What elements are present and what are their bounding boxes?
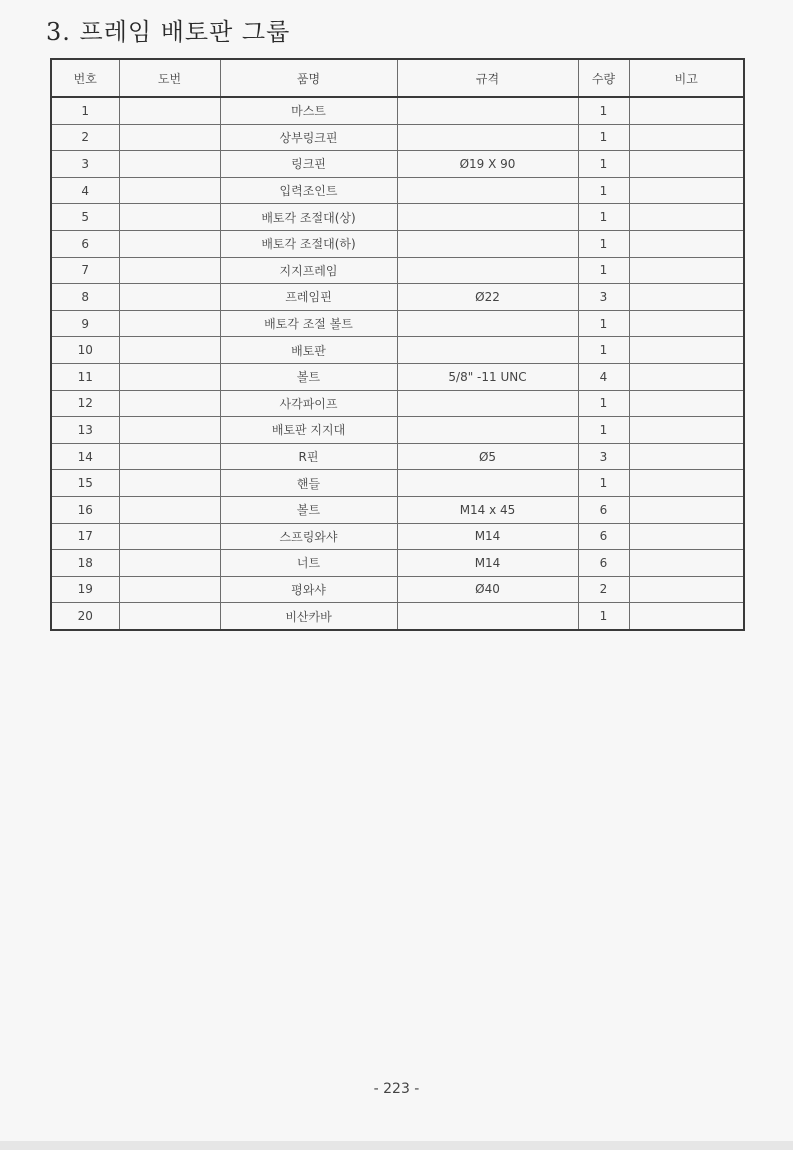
cell-drawing bbox=[119, 417, 220, 444]
cell-name: 핸들 bbox=[220, 470, 397, 497]
page-number: - 223 - bbox=[373, 1081, 420, 1097]
cell-remark bbox=[629, 310, 744, 337]
cell-remark bbox=[629, 417, 744, 444]
cell-drawing bbox=[119, 124, 220, 151]
cell-drawing bbox=[119, 390, 220, 417]
cell-no: 8 bbox=[51, 284, 119, 311]
table-row bbox=[51, 417, 744, 444]
cell-spec bbox=[397, 257, 578, 284]
cell-drawing bbox=[119, 576, 220, 603]
cell-remark bbox=[629, 257, 744, 284]
cell-drawing bbox=[119, 204, 220, 231]
cell-remark bbox=[629, 470, 744, 497]
cell-no: 7 bbox=[51, 257, 119, 284]
table-row bbox=[51, 97, 744, 124]
cell-name: 배토각 조절 볼트 bbox=[220, 310, 397, 337]
cell-qty: 1 bbox=[578, 603, 629, 630]
cell-no: 4 bbox=[51, 177, 119, 204]
cell-no: 3 bbox=[51, 151, 119, 178]
cell-qty: 1 bbox=[578, 177, 629, 204]
cell-remark bbox=[629, 550, 744, 577]
cell-spec: M14 bbox=[397, 523, 578, 550]
cell-no: 14 bbox=[51, 443, 119, 470]
cell-spec: M14 bbox=[397, 550, 578, 577]
cell-drawing bbox=[119, 310, 220, 337]
cell-spec bbox=[397, 230, 578, 257]
cell-remark bbox=[629, 97, 744, 124]
cell-remark bbox=[629, 204, 744, 231]
cell-name: 사각파이프 bbox=[220, 390, 397, 417]
cell-spec: Ø5 bbox=[397, 443, 578, 470]
table-row bbox=[51, 204, 744, 231]
cell-no: 2 bbox=[51, 124, 119, 151]
cell-name: 배토각 조절대(상) bbox=[220, 204, 397, 231]
cell-spec bbox=[397, 310, 578, 337]
cell-qty: 1 bbox=[578, 257, 629, 284]
parts-table bbox=[50, 58, 745, 631]
cell-spec bbox=[397, 337, 578, 364]
cell-spec bbox=[397, 204, 578, 231]
cell-drawing bbox=[119, 470, 220, 497]
table-row bbox=[51, 151, 744, 178]
cell-name: 마스트 bbox=[220, 97, 397, 124]
cell-drawing bbox=[119, 496, 220, 523]
cell-no: 20 bbox=[51, 603, 119, 630]
table-row bbox=[51, 470, 744, 497]
table-row bbox=[51, 550, 744, 577]
page-title: 3. 프레임 배토판 그룹 bbox=[46, 18, 291, 46]
header-no: 번호 bbox=[51, 59, 119, 97]
table-row bbox=[51, 177, 744, 204]
cell-spec: M14 x 45 bbox=[397, 496, 578, 523]
header-name: 품명 bbox=[220, 59, 397, 97]
cell-qty: 2 bbox=[578, 576, 629, 603]
cell-no: 5 bbox=[51, 204, 119, 231]
cell-drawing bbox=[119, 550, 220, 577]
table-row bbox=[51, 496, 744, 523]
cell-qty: 1 bbox=[578, 124, 629, 151]
table-row bbox=[51, 257, 744, 284]
table-header bbox=[51, 59, 744, 97]
cell-no: 18 bbox=[51, 550, 119, 577]
header-spec: 규격 bbox=[397, 59, 578, 97]
cell-qty: 6 bbox=[578, 523, 629, 550]
cell-drawing bbox=[119, 363, 220, 390]
cell-no: 16 bbox=[51, 496, 119, 523]
cell-name: 볼트 bbox=[220, 496, 397, 523]
cell-qty: 1 bbox=[578, 204, 629, 231]
cell-qty: 6 bbox=[578, 550, 629, 577]
cell-name: 너트 bbox=[220, 550, 397, 577]
cell-no: 11 bbox=[51, 363, 119, 390]
cell-spec: Ø19 X 90 bbox=[397, 151, 578, 178]
cell-no: 19 bbox=[51, 576, 119, 603]
cell-drawing bbox=[119, 337, 220, 364]
cell-no: 13 bbox=[51, 417, 119, 444]
cell-drawing bbox=[119, 284, 220, 311]
cell-remark bbox=[629, 443, 744, 470]
cell-remark bbox=[629, 177, 744, 204]
cell-name: R핀 bbox=[220, 443, 397, 470]
cell-qty: 3 bbox=[578, 284, 629, 311]
cell-spec bbox=[397, 470, 578, 497]
table-row bbox=[51, 310, 744, 337]
cell-name: 지지프레임 bbox=[220, 257, 397, 284]
cell-remark bbox=[629, 363, 744, 390]
header-qty: 수량 bbox=[578, 59, 629, 97]
cell-remark bbox=[629, 284, 744, 311]
cell-qty: 1 bbox=[578, 151, 629, 178]
cell-spec: 5/8" -11 UNC bbox=[397, 363, 578, 390]
cell-remark bbox=[629, 337, 744, 364]
header-row bbox=[51, 59, 744, 97]
cell-qty: 6 bbox=[578, 496, 629, 523]
cell-spec: Ø40 bbox=[397, 576, 578, 603]
table-row bbox=[51, 523, 744, 550]
table-row bbox=[51, 576, 744, 603]
cell-remark bbox=[629, 496, 744, 523]
table-row bbox=[51, 443, 744, 470]
cell-drawing bbox=[119, 257, 220, 284]
header-drawing: 도번 bbox=[119, 59, 220, 97]
cell-remark bbox=[629, 390, 744, 417]
table-row bbox=[51, 603, 744, 630]
cell-drawing bbox=[119, 443, 220, 470]
cell-remark bbox=[629, 603, 744, 630]
cell-drawing bbox=[119, 177, 220, 204]
cell-name: 배토판 지지대 bbox=[220, 417, 397, 444]
cell-no: 17 bbox=[51, 523, 119, 550]
table-row bbox=[51, 284, 744, 311]
cell-name: 상부링크핀 bbox=[220, 124, 397, 151]
cell-drawing bbox=[119, 151, 220, 178]
table-row bbox=[51, 390, 744, 417]
cell-name: 입력조인트 bbox=[220, 177, 397, 204]
cell-name: 평와샤 bbox=[220, 576, 397, 603]
cell-spec bbox=[397, 390, 578, 417]
cell-qty: 3 bbox=[578, 443, 629, 470]
cell-spec bbox=[397, 417, 578, 444]
cell-qty: 1 bbox=[578, 417, 629, 444]
header-remark: 비고 bbox=[629, 59, 744, 97]
table-body bbox=[51, 97, 744, 630]
cell-remark bbox=[629, 151, 744, 178]
cell-name: 배토각 조절대(하) bbox=[220, 230, 397, 257]
table-row bbox=[51, 337, 744, 364]
cell-spec: Ø22 bbox=[397, 284, 578, 311]
cell-qty: 1 bbox=[578, 337, 629, 364]
cell-no: 1 bbox=[51, 97, 119, 124]
cell-name: 볼트 bbox=[220, 363, 397, 390]
cell-qty: 1 bbox=[578, 310, 629, 337]
table-row bbox=[51, 124, 744, 151]
cell-qty: 1 bbox=[578, 97, 629, 124]
cell-spec bbox=[397, 124, 578, 151]
cell-no: 9 bbox=[51, 310, 119, 337]
cell-qty: 1 bbox=[578, 230, 629, 257]
cell-qty: 1 bbox=[578, 390, 629, 417]
cell-drawing bbox=[119, 603, 220, 630]
cell-qty: 1 bbox=[578, 470, 629, 497]
cell-name: 비산카바 bbox=[220, 603, 397, 630]
cell-spec bbox=[397, 603, 578, 630]
cell-drawing bbox=[119, 97, 220, 124]
cell-name: 프레임핀 bbox=[220, 284, 397, 311]
cell-no: 12 bbox=[51, 390, 119, 417]
cell-no: 15 bbox=[51, 470, 119, 497]
cell-name: 스프링와샤 bbox=[220, 523, 397, 550]
cell-name: 배토판 bbox=[220, 337, 397, 364]
cell-spec bbox=[397, 97, 578, 124]
cell-remark bbox=[629, 124, 744, 151]
table-row bbox=[51, 230, 744, 257]
cell-spec bbox=[397, 177, 578, 204]
table-row bbox=[51, 363, 744, 390]
cell-remark bbox=[629, 523, 744, 550]
cell-remark bbox=[629, 230, 744, 257]
cell-name: 링크핀 bbox=[220, 151, 397, 178]
cell-qty: 4 bbox=[578, 363, 629, 390]
cell-no: 6 bbox=[51, 230, 119, 257]
cell-remark bbox=[629, 576, 744, 603]
cell-drawing bbox=[119, 523, 220, 550]
page-bottom-edge bbox=[0, 1141, 793, 1150]
cell-no: 10 bbox=[51, 337, 119, 364]
cell-drawing bbox=[119, 230, 220, 257]
